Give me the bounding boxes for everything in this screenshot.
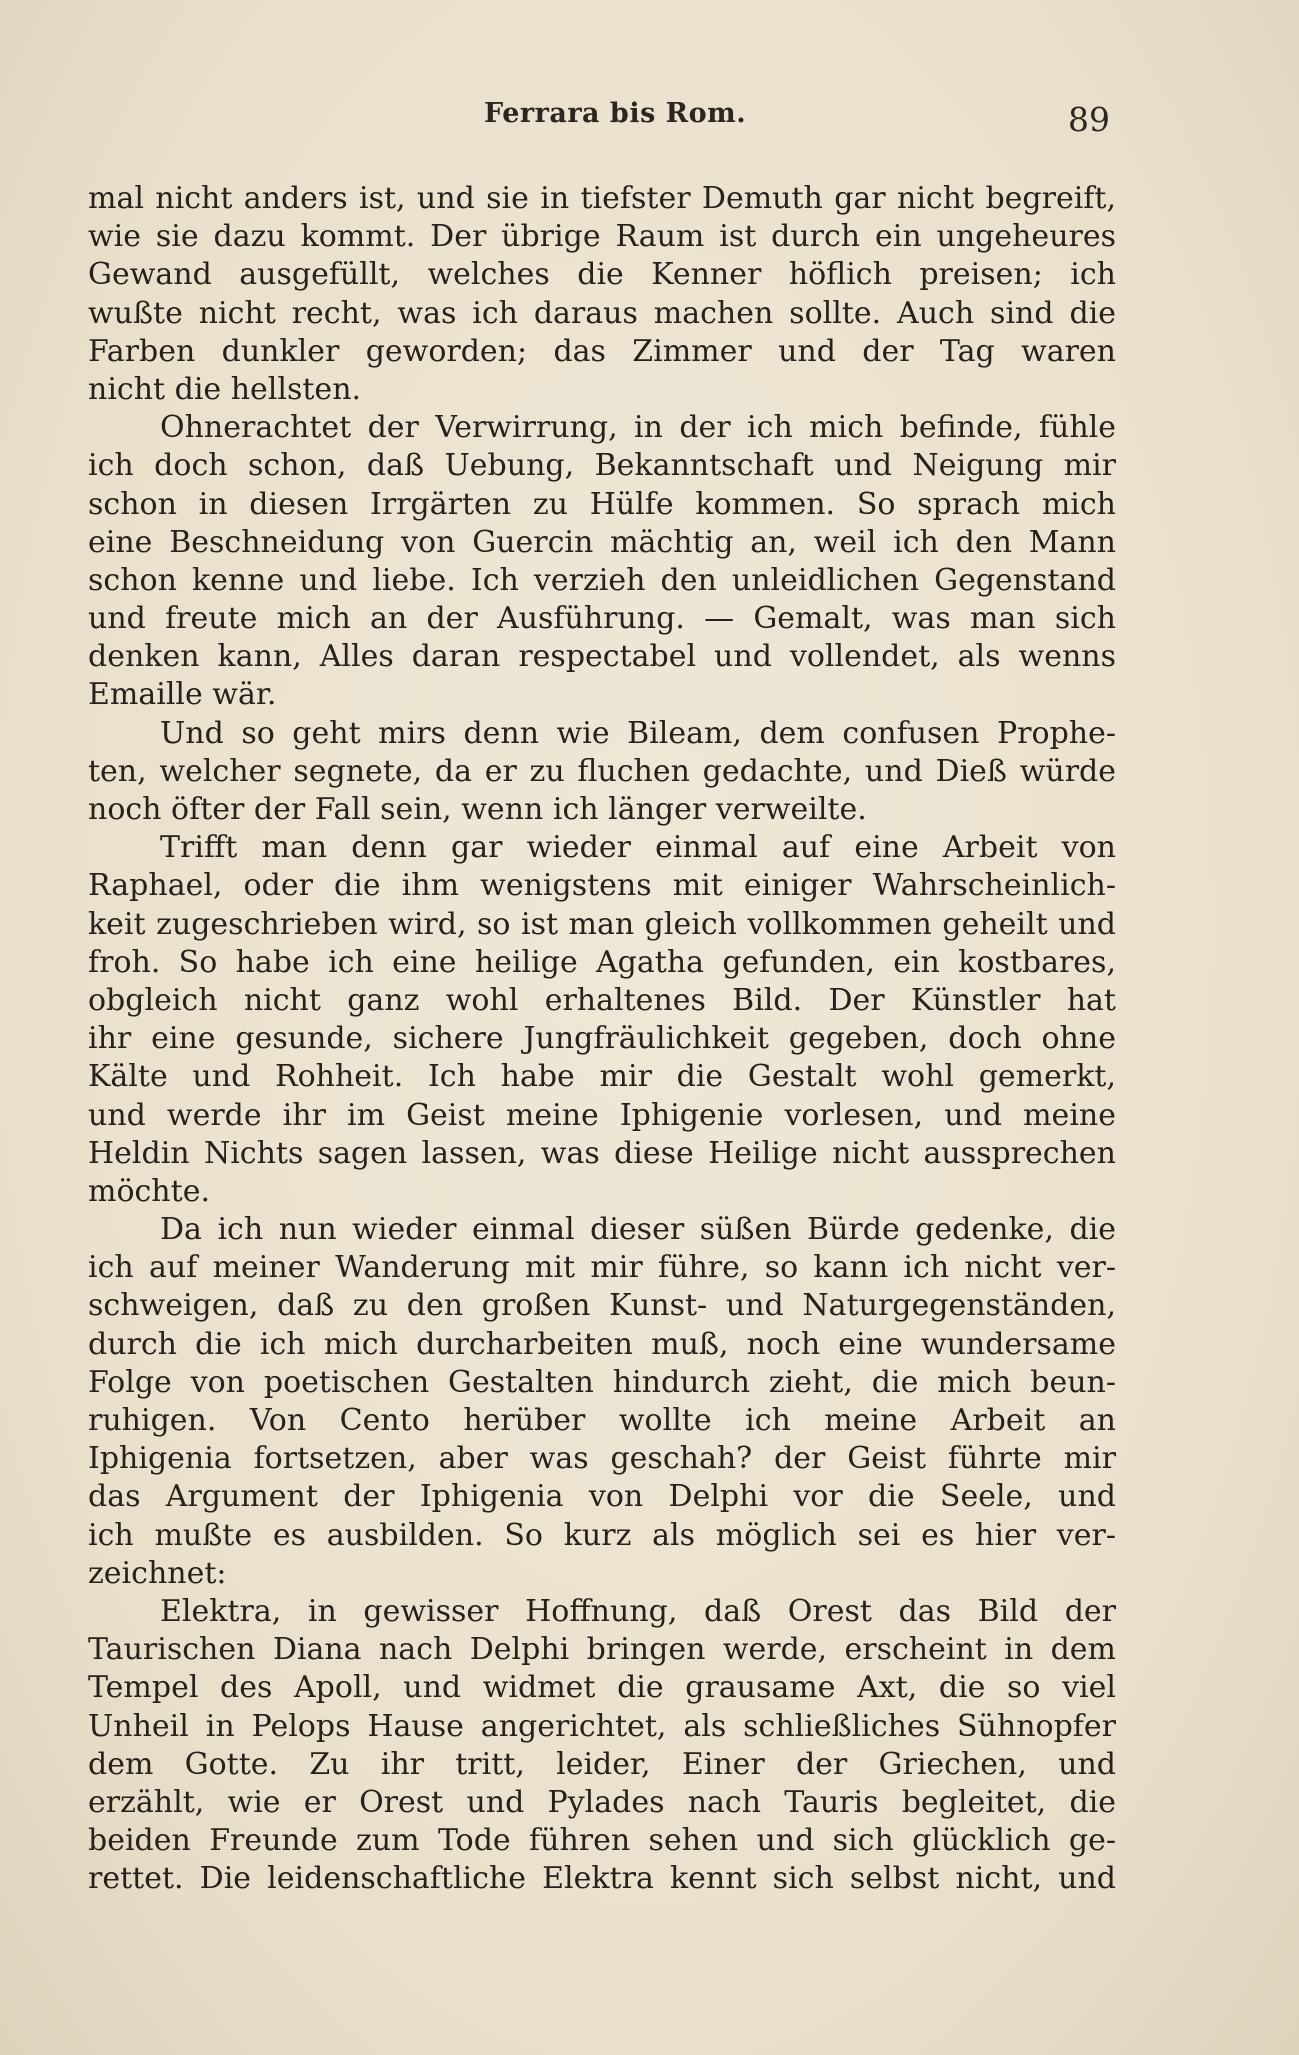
text-line: Emaille wär. — [88, 677, 277, 713]
text-line: ich doch schon, daß Uebung, Bekanntschaft und Neigung mir — [88, 448, 1116, 484]
text-line: das Argument der Iphigenia von Delphi vor die Seele, und — [88, 1479, 1116, 1515]
paragraph-first-line: Da ich nun wieder einmal dieser süßen Bürde gedenke, die — [160, 1212, 1116, 1248]
paragraph-first-line: Ohnerachtet der Verwirrung, in der ich mich befinde, fühle — [160, 410, 1116, 446]
paragraph-first-line: Und so geht mirs denn wie Bileam, dem confusen Prophe- — [160, 715, 1116, 751]
text-line: Unheil in Pelops Hause angerichtet, als schließliches Sühnopfer — [88, 1708, 1116, 1744]
page-number: 89 — [1068, 100, 1110, 139]
text-line: Heldin Nichts sagen lassen, was diese Heilige nicht aussprechen — [88, 1135, 1116, 1171]
text-line: mal nicht anders ist, und sie in tiefster Demuth gar nicht begreift, — [88, 181, 1116, 216]
text-line: wie sie dazu kommt. Der übrige Raum ist durch ein ungeheures — [88, 219, 1116, 255]
text-line: dem Gotte. Zu ihr tritt, leider, Einer der Griechen, und — [88, 1746, 1116, 1782]
text-line: Iphigenia fortsetzen, aber was geschah? der Geist führte mir — [88, 1441, 1116, 1477]
text-line: schon in diesen Irrgärten zu Hülfe kommen. So sprach mich — [88, 486, 1116, 522]
text-line: Folge von poetischen Gestalten hindurch zieht, die mich beun- — [88, 1364, 1116, 1400]
text-line: Tempel des Apoll, und widmet die grausame Axt, die so viel — [88, 1670, 1116, 1706]
text-line: noch öfter der Fall sein, wenn ich länger verweilte. — [88, 792, 867, 827]
text-line: ihr eine gesunde, sichere Jungfräulichkeit gegeben, doch ohne — [88, 1021, 1116, 1057]
text-line: nicht die hellsten. — [88, 371, 362, 407]
text-line: ruhigen. Von Cento herüber wollte ich meine Arbeit an — [88, 1403, 1116, 1438]
text-line: wußte nicht recht, was ich daraus machen sollte. Auch sind die — [88, 295, 1116, 331]
paragraph-first-line: Trifft man denn gar wieder einmal auf eine Arbeit von — [160, 830, 1116, 866]
text-line: froh. So habe ich eine heilige Agatha gefunden, ein kostbares, — [88, 944, 1116, 980]
text-line: denken kann, Alles daran respectabel und vollendet, als wenns — [88, 639, 1116, 675]
text-line: eine Beschneidung von Guercin mächtig an, weil ich den Mann — [88, 524, 1116, 560]
text-line: und werde ihr im Geist meine Iphigenie vorlesen, und meine — [88, 1097, 1116, 1133]
text-line: durch die ich mich durcharbeiten muß, noch eine wundersame — [88, 1326, 1116, 1362]
text-line: ich mußte es ausbilden. So kurz als möglich sei es hier ver- — [88, 1517, 1116, 1553]
text-line: beiden Freunde zum Tode führen sehen und sich glücklich ge- — [88, 1823, 1116, 1859]
running-head: Ferrara bis Rom. — [484, 98, 747, 129]
text-line: Raphael, oder die ihm wenigstens mit einiger Wahrscheinlich- — [88, 868, 1116, 904]
text-line: keit zugeschrieben wird, so ist man gleich vollkommen geheilt und — [88, 906, 1116, 942]
text-line: Farben dunkler geworden; das Zimmer und der Tag waren — [88, 333, 1116, 369]
body-text — [88, 180, 1116, 1898]
text-line: rettet. Die leidenschaftliche Elektra kennt sich selbst nicht, und — [88, 1861, 1116, 1897]
text-line: Gewand ausgefüllt, welches die Kenner höflich preisen; ich — [88, 257, 1116, 293]
text-line: schon kenne und liebe. Ich verzieh den unleidlichen Gegenstand — [88, 562, 1116, 598]
text-line: ten, welcher segnete, da er zu fluchen gedachte, und Dieß würde — [88, 753, 1116, 789]
text-line: obgleich nicht ganz wohl erhaltenes Bild. Der Künstler hat — [88, 982, 1116, 1018]
text-line: erzählt, wie er Orest und Pylades nach Tauris begleitet, die — [88, 1784, 1116, 1820]
text-line: schweigen, daß zu den großen Kunst- und Naturgegenständen, — [88, 1288, 1116, 1324]
paragraph-first-line: Elektra, in gewisser Hoffnung, daß Orest das Bild der — [160, 1593, 1116, 1629]
text-line: möchte. — [88, 1173, 210, 1209]
text-line: Taurischen Diana nach Delphi bringen werde, erscheint in dem — [88, 1632, 1116, 1668]
text-line: ich auf meiner Wanderung mit mir führe, so kann ich nicht ver- — [88, 1250, 1116, 1286]
text-line: zeichnet: — [88, 1555, 227, 1591]
text-line: Kälte und Rohheit. Ich habe mir die Gestalt wohl gemerkt, — [88, 1059, 1116, 1095]
text-line: und freute mich an der Ausführung. — Gemalt, was man sich — [88, 601, 1116, 637]
